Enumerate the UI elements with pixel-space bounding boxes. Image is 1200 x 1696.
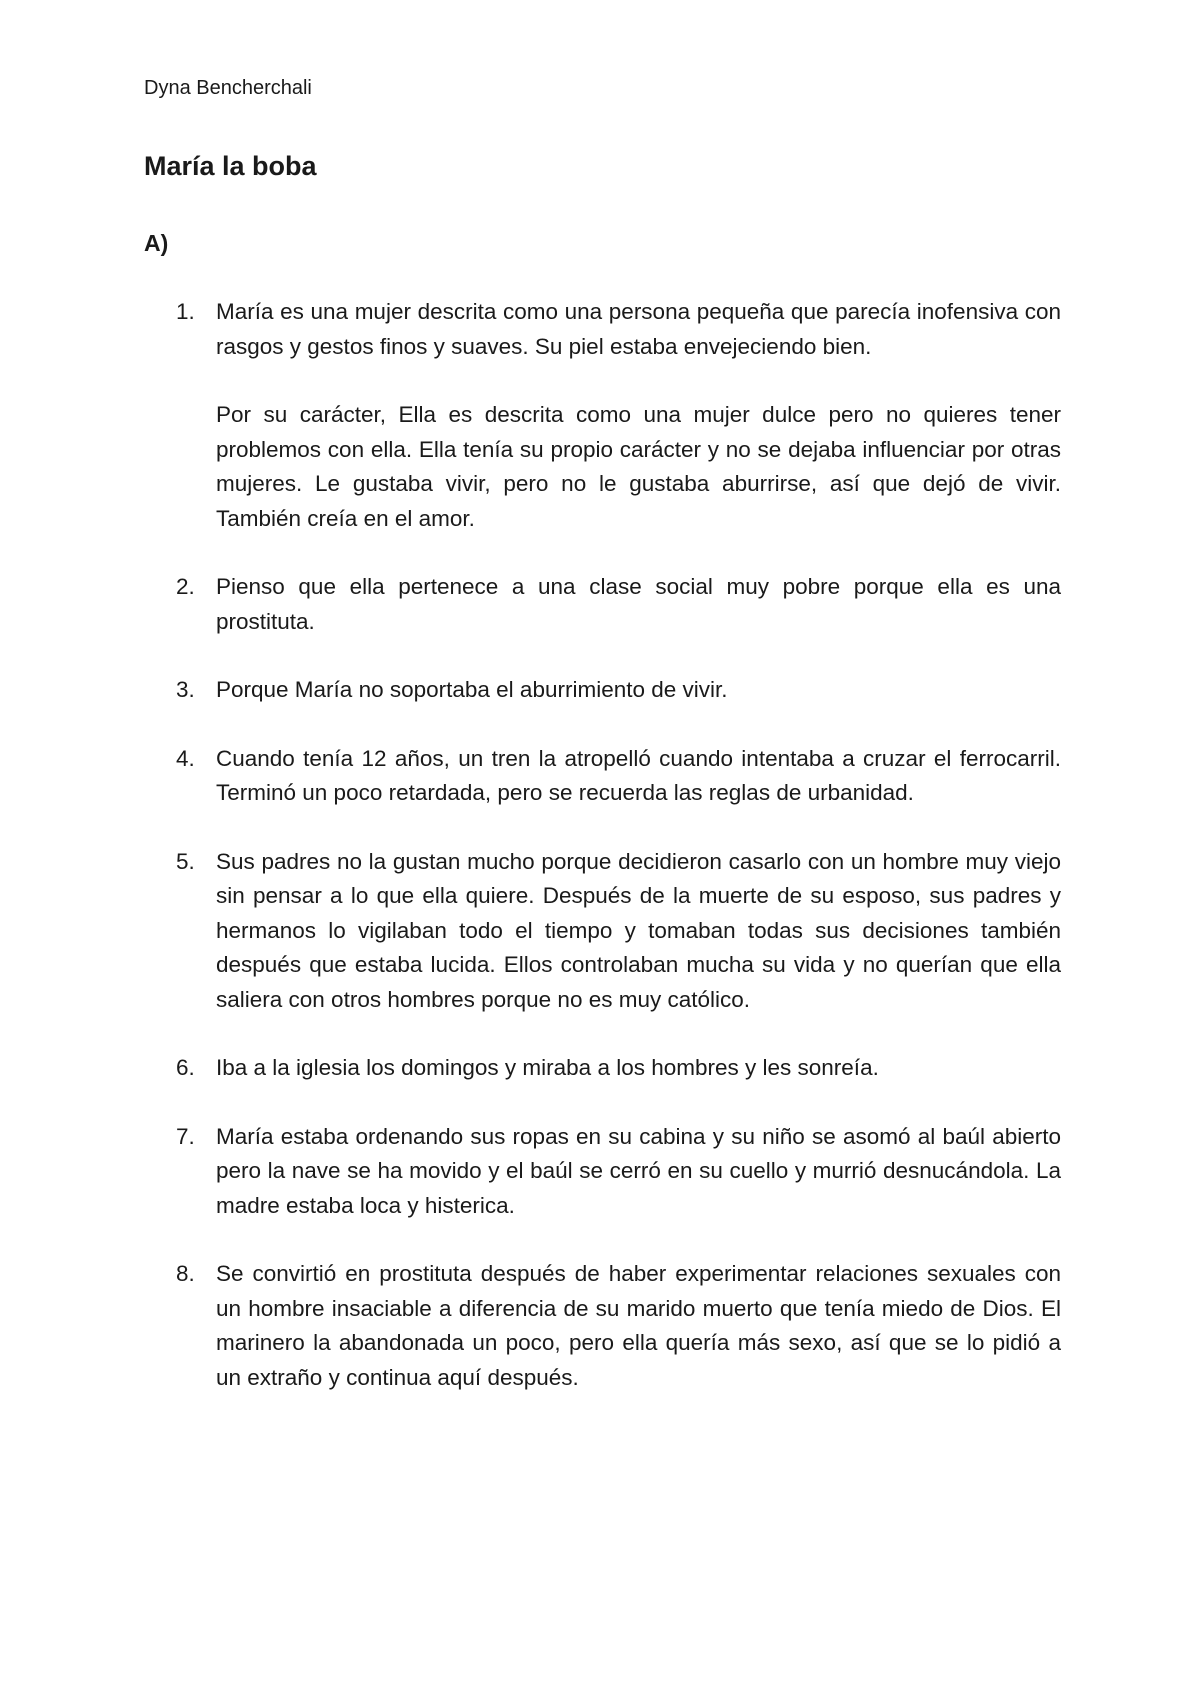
author-name: Dyna Bencherchali — [144, 77, 312, 99]
document-title: María la boba — [144, 151, 317, 181]
answer-number: 1. — [176, 299, 195, 324]
answer-paragraph: Porque María no soportaba el aburrimiento de vivir. — [216, 677, 728, 702]
answer-number: 3. — [176, 677, 195, 702]
answer-number: 4. — [176, 745, 195, 771]
answer-item-7 — [0, 1120, 1200, 1224]
answer-paragraph: María estaba ordenando sus ropas en su cabina y su niño se asomó al baúl abierto pero la nave se ha movido y el baúl se cerró en su cuello y murrió desnucándola. La madre estaba loca y histerica. — [216, 1123, 1061, 1218]
answer-paragraph: Pienso que ella pertenece a una clase social muy pobre porque ella es una prostituta. — [216, 574, 1061, 634]
answer-paragraph: Cuando tenía 12 años, un tren la atropelló cuando intentaba a cruzar el ferrocarril. Terminó un poco retardada, pero se recuerda las reglas de urbanidad. — [216, 745, 1061, 805]
answer-item-2 — [0, 570, 1200, 639]
answer-list — [0, 295, 1200, 1429]
answer-number: 8. — [176, 1261, 195, 1286]
answer-paragraph: Por su carácter, Ella es descrita como una mujer dulce pero no quieres tener problemos con ella. Ella tenía su propio carácter y no se dejaba influenciar por otras mujeres. Le gustaba vivir, pero no le gustaba aburrirse, así que dejó de vivir. También creía en el amor. — [216, 402, 1061, 531]
answer-item-6 — [0, 1051, 1200, 1086]
answer-item-4 — [0, 742, 1200, 811]
section-label: A) — [144, 230, 169, 256]
answer-paragraph: Se convirtió en prostituta después de haber experimentar relaciones sexuales con un hombre insaciable a diferencia de su marido muerto que tenía miedo de Dios. El marinero la abandonada un poco, pero ella quería más sexo, así que se lo pidió a un extraño y continua aquí después. — [216, 1261, 1061, 1390]
answer-paragraph: Sus padres no la gustan mucho porque decidieron casarlo con un hombre muy viejo sin pensar a lo que ella quiere. Después de la muerte de su esposo, sus padres y hermanos lo vigilaban todo el tiempo y tomaban todas sus decisiones también después que estaba lucida. Ellos controlaban mucha su vida y no querían que ella saliera con otros hombres porque no es muy católico. — [216, 848, 1061, 1012]
answer-item-5 — [0, 845, 1200, 1018]
answer-item-8 — [0, 1257, 1200, 1395]
answer-paragraph: Iba a la iglesia los domingos y miraba a los hombres y les sonreía. — [216, 1055, 879, 1080]
answer-number: 5. — [176, 848, 195, 874]
answer-item-3 — [0, 673, 1200, 708]
answer-paragraph: María es una mujer descrita como una persona pequeña que parecía inofensiva con rasgos y gestos finos y suaves. Su piel estaba envejeciendo bien. — [216, 299, 1061, 359]
answer-number: 7. — [176, 1123, 195, 1149]
answer-number: 6. — [176, 1055, 195, 1080]
answer-number: 2. — [176, 574, 195, 599]
answer-item-1 — [0, 295, 1200, 536]
